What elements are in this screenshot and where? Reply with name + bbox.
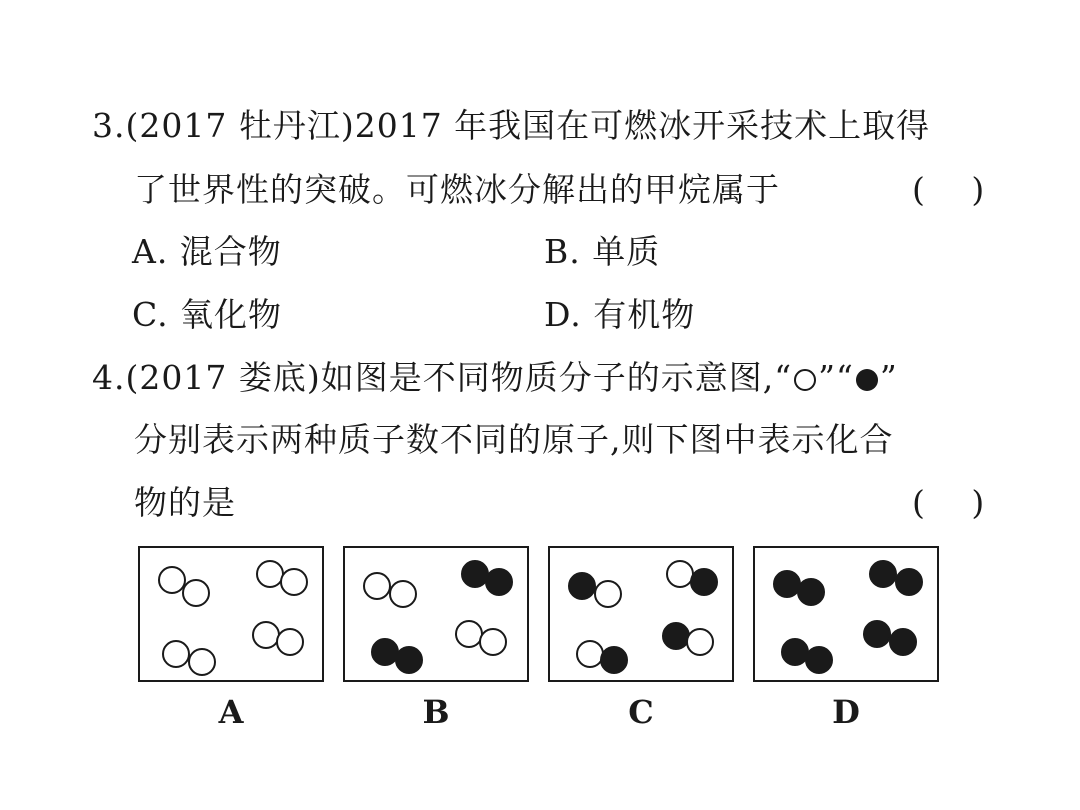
q4-stem-prefix: 4.(2017 娄底)如图是不同物质分子的示意图,“ bbox=[92, 358, 793, 397]
filled-atom bbox=[372, 639, 398, 665]
open-atom bbox=[183, 580, 209, 606]
filled-atom bbox=[890, 629, 916, 655]
molecule bbox=[372, 639, 422, 673]
filled-atom bbox=[782, 639, 808, 665]
filled-atom bbox=[691, 569, 717, 595]
filled-atom bbox=[663, 623, 689, 649]
q3-option-a: A. 混合物 bbox=[132, 232, 282, 271]
q3-stem-line-1: 3.(2017 牡丹江)2017 年我国在可燃冰开采技术上取得 bbox=[92, 106, 931, 145]
panel-label-c: C bbox=[628, 693, 654, 731]
filled-atom bbox=[870, 561, 896, 587]
open-atom bbox=[281, 569, 307, 595]
molecule bbox=[577, 641, 627, 673]
filled-atom bbox=[774, 571, 800, 597]
open-atom bbox=[480, 629, 506, 655]
molecule bbox=[667, 561, 717, 595]
molecule bbox=[364, 573, 416, 607]
filled-atom bbox=[396, 647, 422, 673]
filled-atom bbox=[806, 647, 832, 673]
q4-stem-line-1 bbox=[92, 358, 898, 398]
open-atom bbox=[364, 573, 390, 599]
q3-stem-line-2: 了世界性的突破。可燃冰分解出的甲烷属于 bbox=[134, 170, 780, 209]
molecule bbox=[569, 573, 621, 607]
filled-atom bbox=[798, 579, 824, 605]
filled-circle-icon bbox=[856, 369, 878, 391]
open-atom bbox=[257, 561, 283, 587]
open-atom bbox=[159, 567, 185, 593]
panel-label-d: D bbox=[832, 693, 860, 731]
molecule bbox=[663, 623, 713, 655]
open-atom bbox=[253, 622, 279, 648]
molecule bbox=[864, 621, 916, 655]
diagram-panel-b bbox=[343, 546, 529, 682]
molecule bbox=[257, 561, 307, 595]
q4-stem-mid: ”“ bbox=[818, 358, 854, 397]
open-circle-icon bbox=[794, 369, 816, 391]
diagram-panel-d bbox=[753, 546, 939, 682]
q3-option-c: C. 氧化物 bbox=[132, 295, 283, 334]
filled-atom bbox=[896, 569, 922, 595]
panel-label-b: B bbox=[422, 693, 450, 731]
q3-option-d: D. 有机物 bbox=[544, 295, 696, 334]
filled-atom bbox=[462, 561, 488, 587]
open-atom bbox=[189, 649, 215, 675]
panel-label-a: A bbox=[218, 693, 244, 731]
molecule bbox=[782, 639, 832, 673]
open-atom bbox=[456, 621, 482, 647]
diagram-panel-a bbox=[138, 546, 324, 682]
open-atom bbox=[667, 561, 693, 587]
open-atom bbox=[687, 629, 713, 655]
filled-atom bbox=[569, 573, 595, 599]
molecule bbox=[462, 561, 512, 595]
q3-option-b: B. 单质 bbox=[544, 232, 661, 271]
q4-answer-bracket: ( ) bbox=[912, 483, 986, 522]
open-atom bbox=[577, 641, 603, 667]
open-atom bbox=[390, 581, 416, 607]
open-atom bbox=[595, 581, 621, 607]
molecule bbox=[159, 567, 209, 606]
q4-stem-line-3: 物的是 bbox=[134, 483, 236, 522]
q4-stem-line-2: 分别表示两种质子数不同的原子,则下图中表示化合 bbox=[134, 420, 894, 459]
molecule bbox=[163, 641, 215, 675]
diagram-panel-c bbox=[548, 546, 734, 682]
molecule bbox=[870, 561, 922, 595]
molecule bbox=[253, 622, 303, 655]
q3-answer-bracket: ( ) bbox=[912, 170, 986, 209]
molecule bbox=[456, 621, 506, 655]
open-atom bbox=[277, 629, 303, 655]
q4-stem-suffix: ” bbox=[879, 358, 898, 397]
filled-atom bbox=[864, 621, 890, 647]
filled-atom bbox=[486, 569, 512, 595]
molecule bbox=[774, 571, 824, 605]
filled-atom bbox=[601, 647, 627, 673]
open-atom bbox=[163, 641, 189, 667]
